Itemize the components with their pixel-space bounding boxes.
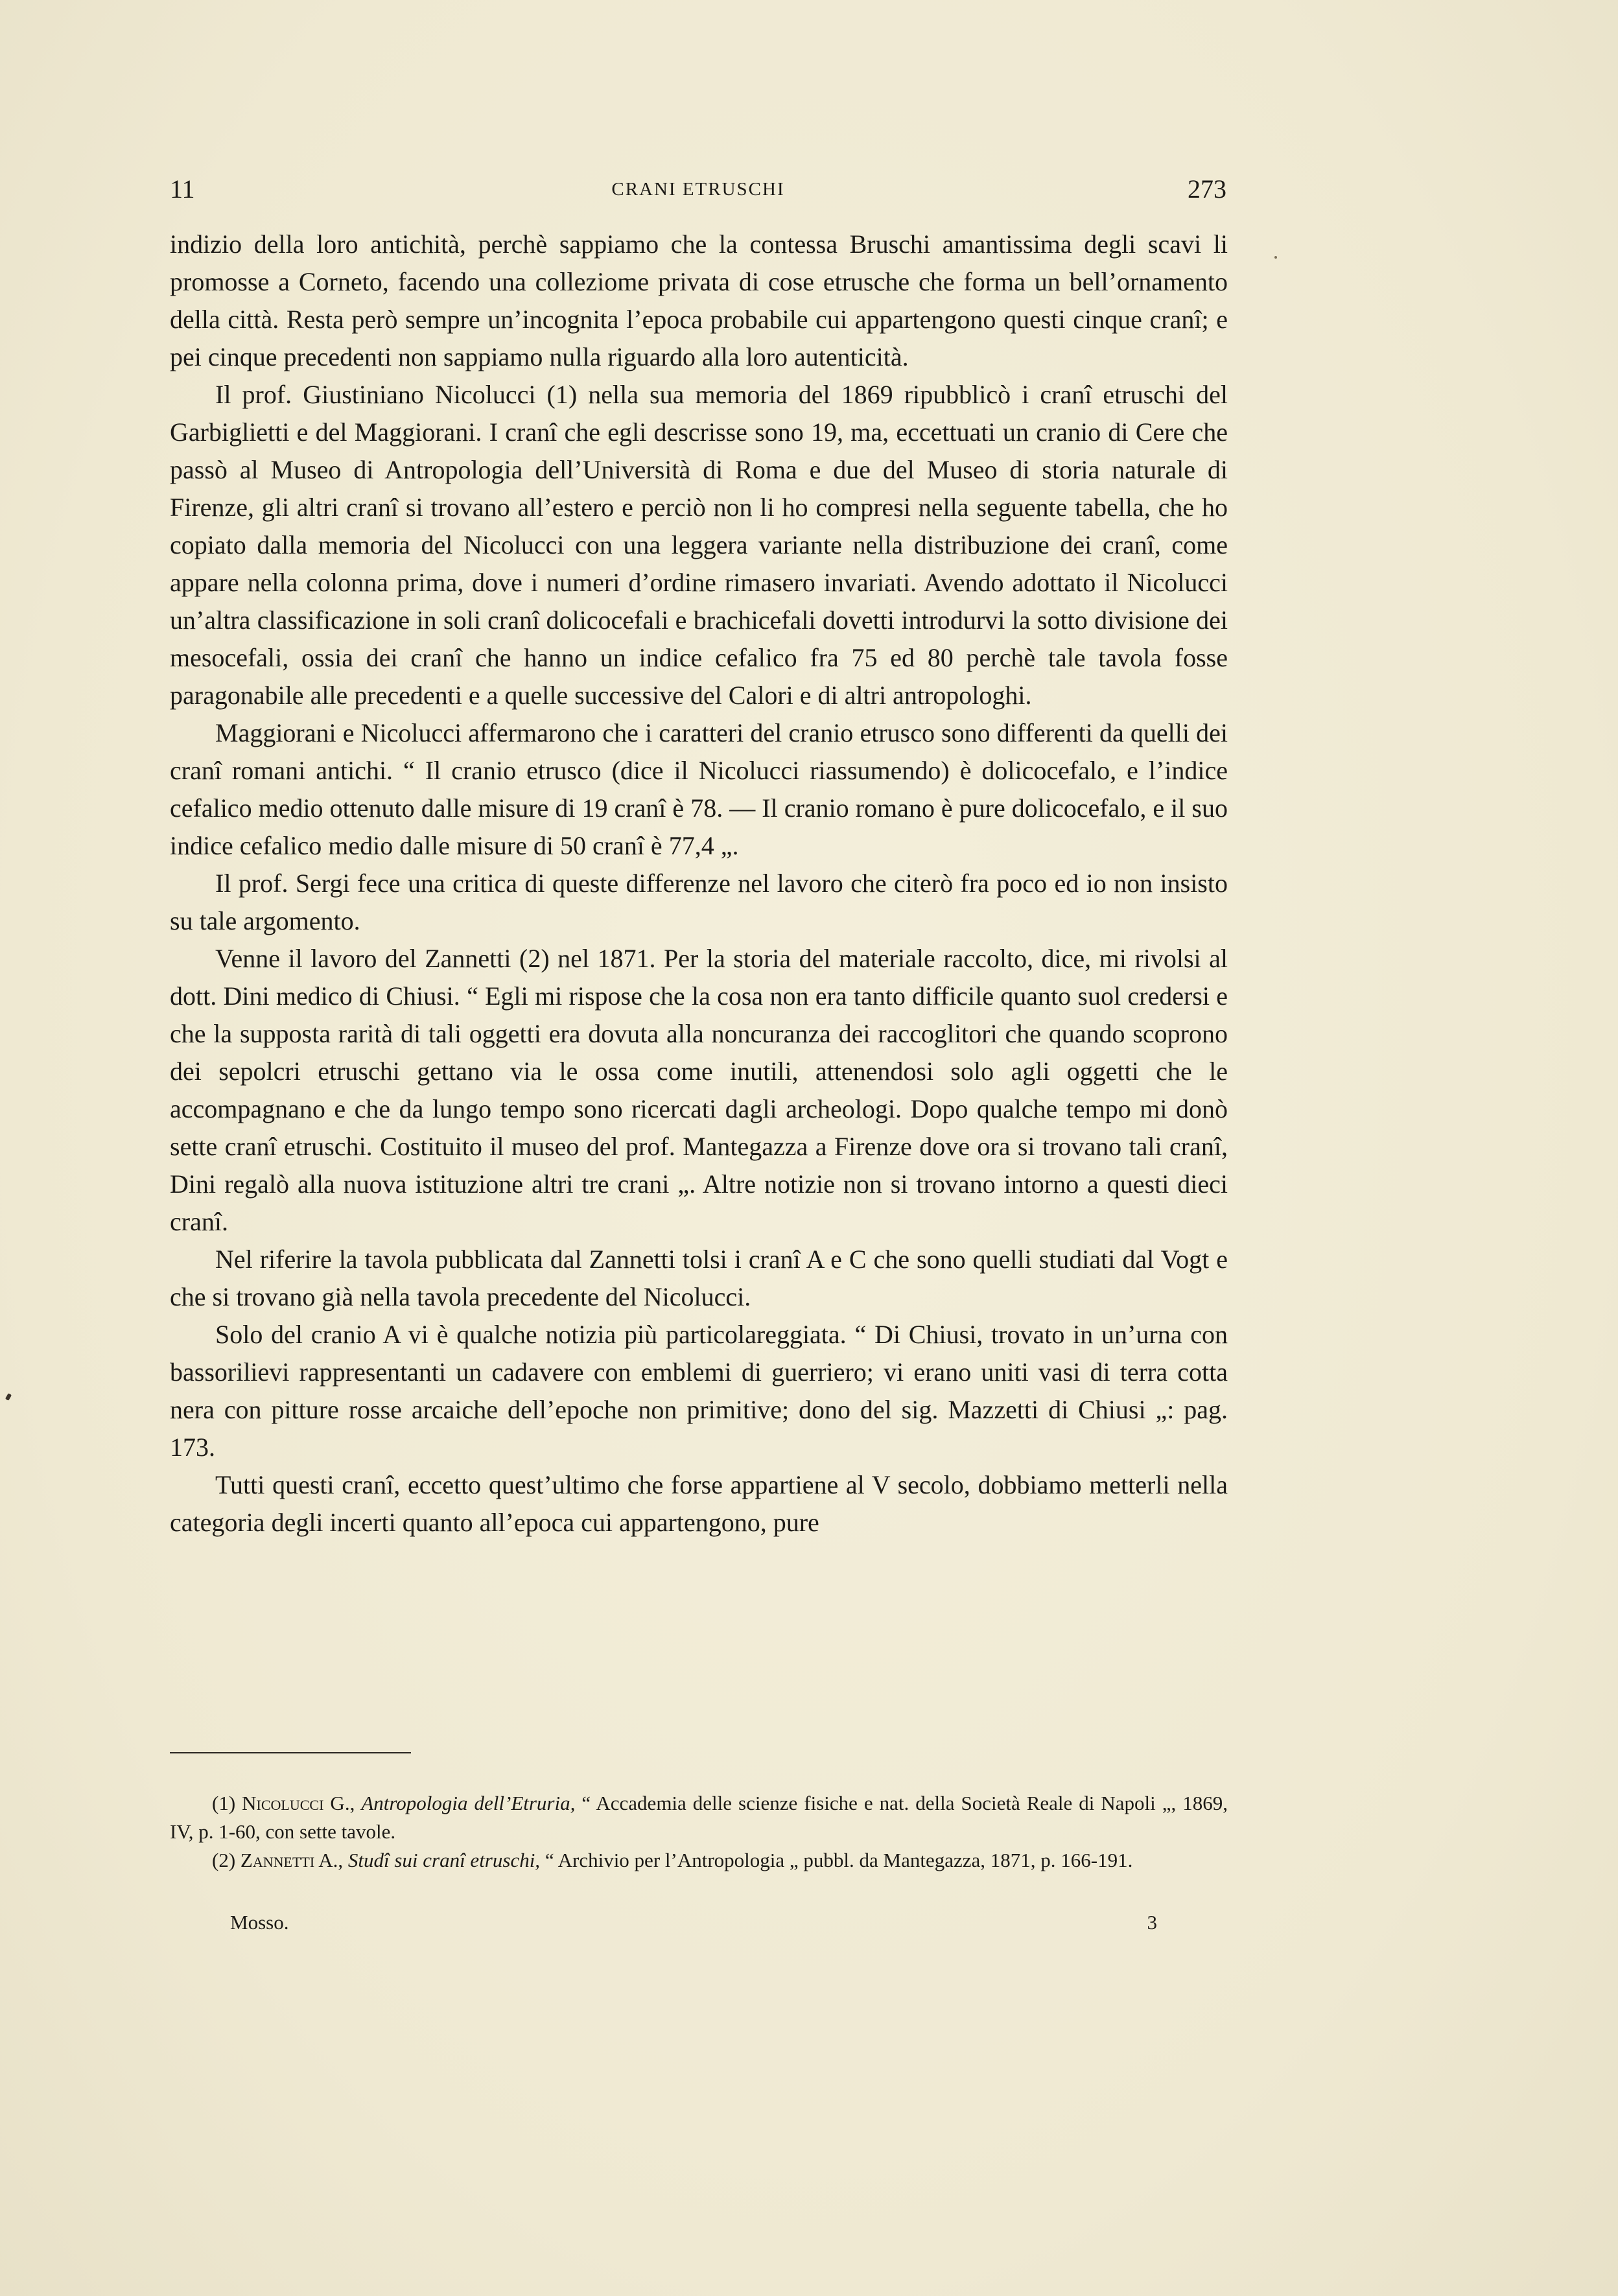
footnote-2-initial: A., bbox=[314, 1849, 344, 1871]
footnote-1-title: Antropologia dell’Etruria, bbox=[361, 1792, 576, 1814]
paper-speck bbox=[1274, 256, 1277, 259]
footnote-1-initial: G., bbox=[323, 1792, 355, 1814]
paragraph-4: Il prof. Sergi fece una critica di queste differenze nel lavoro che citerò fra poco ed io non insisto su tale argomento. bbox=[170, 869, 1228, 935]
paragraph-2: Il prof. Giustiniano Nicolucci (1) nella sua memoria del 1869 ripubblicò i cranî etruschi del Garbiglietti e del Maggiorani. I cranî che egli descrisse sono 19, ma, eccettuati un cranio di Cere che passò al Museo di Antropologia dell’Università di Roma e due del Museo di storia naturale di Firenze, gli altri cranî si trovano all’estero e perciò non li ho compresi nella seguente tabella, che ho copiato dalla memoria del Nicolucci con una leggera variante nella distribuzione dei cranî, come appare nella colonna prima, dove i numeri d’ordine rimasero invariati. Avendo adottato il Nicolucci un’altra classificazione in soli cranî dolicocefali e brachicefali dovetti introdurvi la sotto divisione dei mesocefali, ossia dei cranî che hanno un indice cefalico fra 75 ed 80 perchè tale tavola fosse paragonabile alle precedenti e a quelle successive del Calori e di altri antropologhi. bbox=[170, 380, 1228, 710]
footnote-1 bbox=[170, 1789, 1228, 1846]
paragraph-8: Tutti questi cranî, eccetto quest’ultimo che forse appartiene al V secolo, dobbiamo metterli nella categoria degli incerti quanto all’epoca cui appartengono, pure bbox=[170, 1470, 1228, 1537]
body-text bbox=[170, 226, 1228, 1541]
footnote-1-author: Nicolucci bbox=[242, 1792, 324, 1814]
footnotes bbox=[170, 1789, 1228, 1875]
page-number: 273 bbox=[1188, 174, 1226, 204]
footnote-2-rest: “ Archivio per l’Antropologia „ pubbl. da Mantegazza, 1871, p. 166-191. bbox=[540, 1849, 1133, 1871]
running-title: CRANI ETRUSCHI bbox=[611, 179, 785, 200]
footnote-divider bbox=[170, 1752, 411, 1753]
paragraph-3: Maggiorani e Nicolucci affermarono che i caratteri del cranio etrusco sono differenti da quelli dei cranî romani antichi. “ Il cranio etrusco (dice il Nicolucci riassumendo) è dolicocefalo, e l’indice cefalico medio ottenuto dalle misure di 19 cranî è 78. — Il cranio romano è pure dolicocefalo, e il suo indice cefalico medio dalle misure di 50 cranî è 77,4 „. bbox=[170, 718, 1228, 860]
footnote-1-number: (1) bbox=[212, 1792, 236, 1814]
paragraph-7: Solo del cranio A vi è qualche notizia più particolareggiata. “ Di Chiusi, trovato in un’urna con bassorilievi rappresentanti un cadavere con emblemi di guerriero; vi erano uniti vasi di terra cotta nera con pitture rosse arcaiche dell’epoche non primitive; dono del sig. Mazzetti di Chiusi „: pag. 173. bbox=[170, 1320, 1228, 1462]
signature-author: Mosso. bbox=[230, 1911, 289, 1934]
footnote-2 bbox=[170, 1846, 1228, 1875]
header-left-number: 11 bbox=[170, 174, 195, 204]
signature-sheet-number: 3 bbox=[1147, 1911, 1157, 1934]
footnote-1-rest: “ Accademia delle scienze fisiche e nat. della Società Reale di Napoli „, 1869, IV, p. 1-60, con sette tavole. bbox=[170, 1792, 1228, 1843]
signature-line bbox=[230, 1911, 1157, 1937]
footnote-2-title: Studî sui cranî etruschi, bbox=[347, 1849, 541, 1871]
footnote-2-author: Zannetti bbox=[240, 1849, 315, 1871]
page-header bbox=[170, 174, 1226, 213]
paragraph-5: Venne il lavoro del Zannetti (2) nel 1871. Per la storia del materiale raccolto, dice, mi rivolsi al dott. Dini medico di Chiusi. “ Egli mi rispose che la cosa non era tanto difficile quanto suol credersi e che la supposta rarità di tali oggetti era dovuta alla noncuranza dei raccoglitori che quando scoprono dei sepolcri etruschi gettano via le ossa come inutili, attenendosi solo agli oggetti che le accompagnano e che da lungo tempo sono ricercati dagli archeologi. Dopo qualche tempo mi donò sette cranî etruschi. Costituito il museo del prof. Mantegazza a Firenze dove ora si trovano tali cranî, Dini regalò alla nuova istituzione altri tre crani „. Altre notizie non si trovano intorno a questi dieci cranî. bbox=[170, 944, 1228, 1236]
paragraph-1: indizio della loro antichità, perchè sappiamo che la contessa Bruschi amantissima degli scavi li promosse a Corneto, facendo una colleziome privata di cose etrusche che forma un bell’ornamento della città. Resta però sempre un’incognita l’epoca probabile cui appartengono questi cinque cranî; e pei cinque precedenti non sappiamo nulla riguardo alla loro autenticità. bbox=[170, 229, 1228, 371]
ink-mark bbox=[5, 1393, 12, 1401]
paragraph-6: Nel riferire la tavola pubblicata dal Zannetti tolsi i cranî A e C che sono quelli studiati dal Vogt e che si trovano già nella tavola precedente del Nicolucci. bbox=[170, 1245, 1228, 1311]
footnote-2-number: (2) bbox=[212, 1849, 236, 1871]
